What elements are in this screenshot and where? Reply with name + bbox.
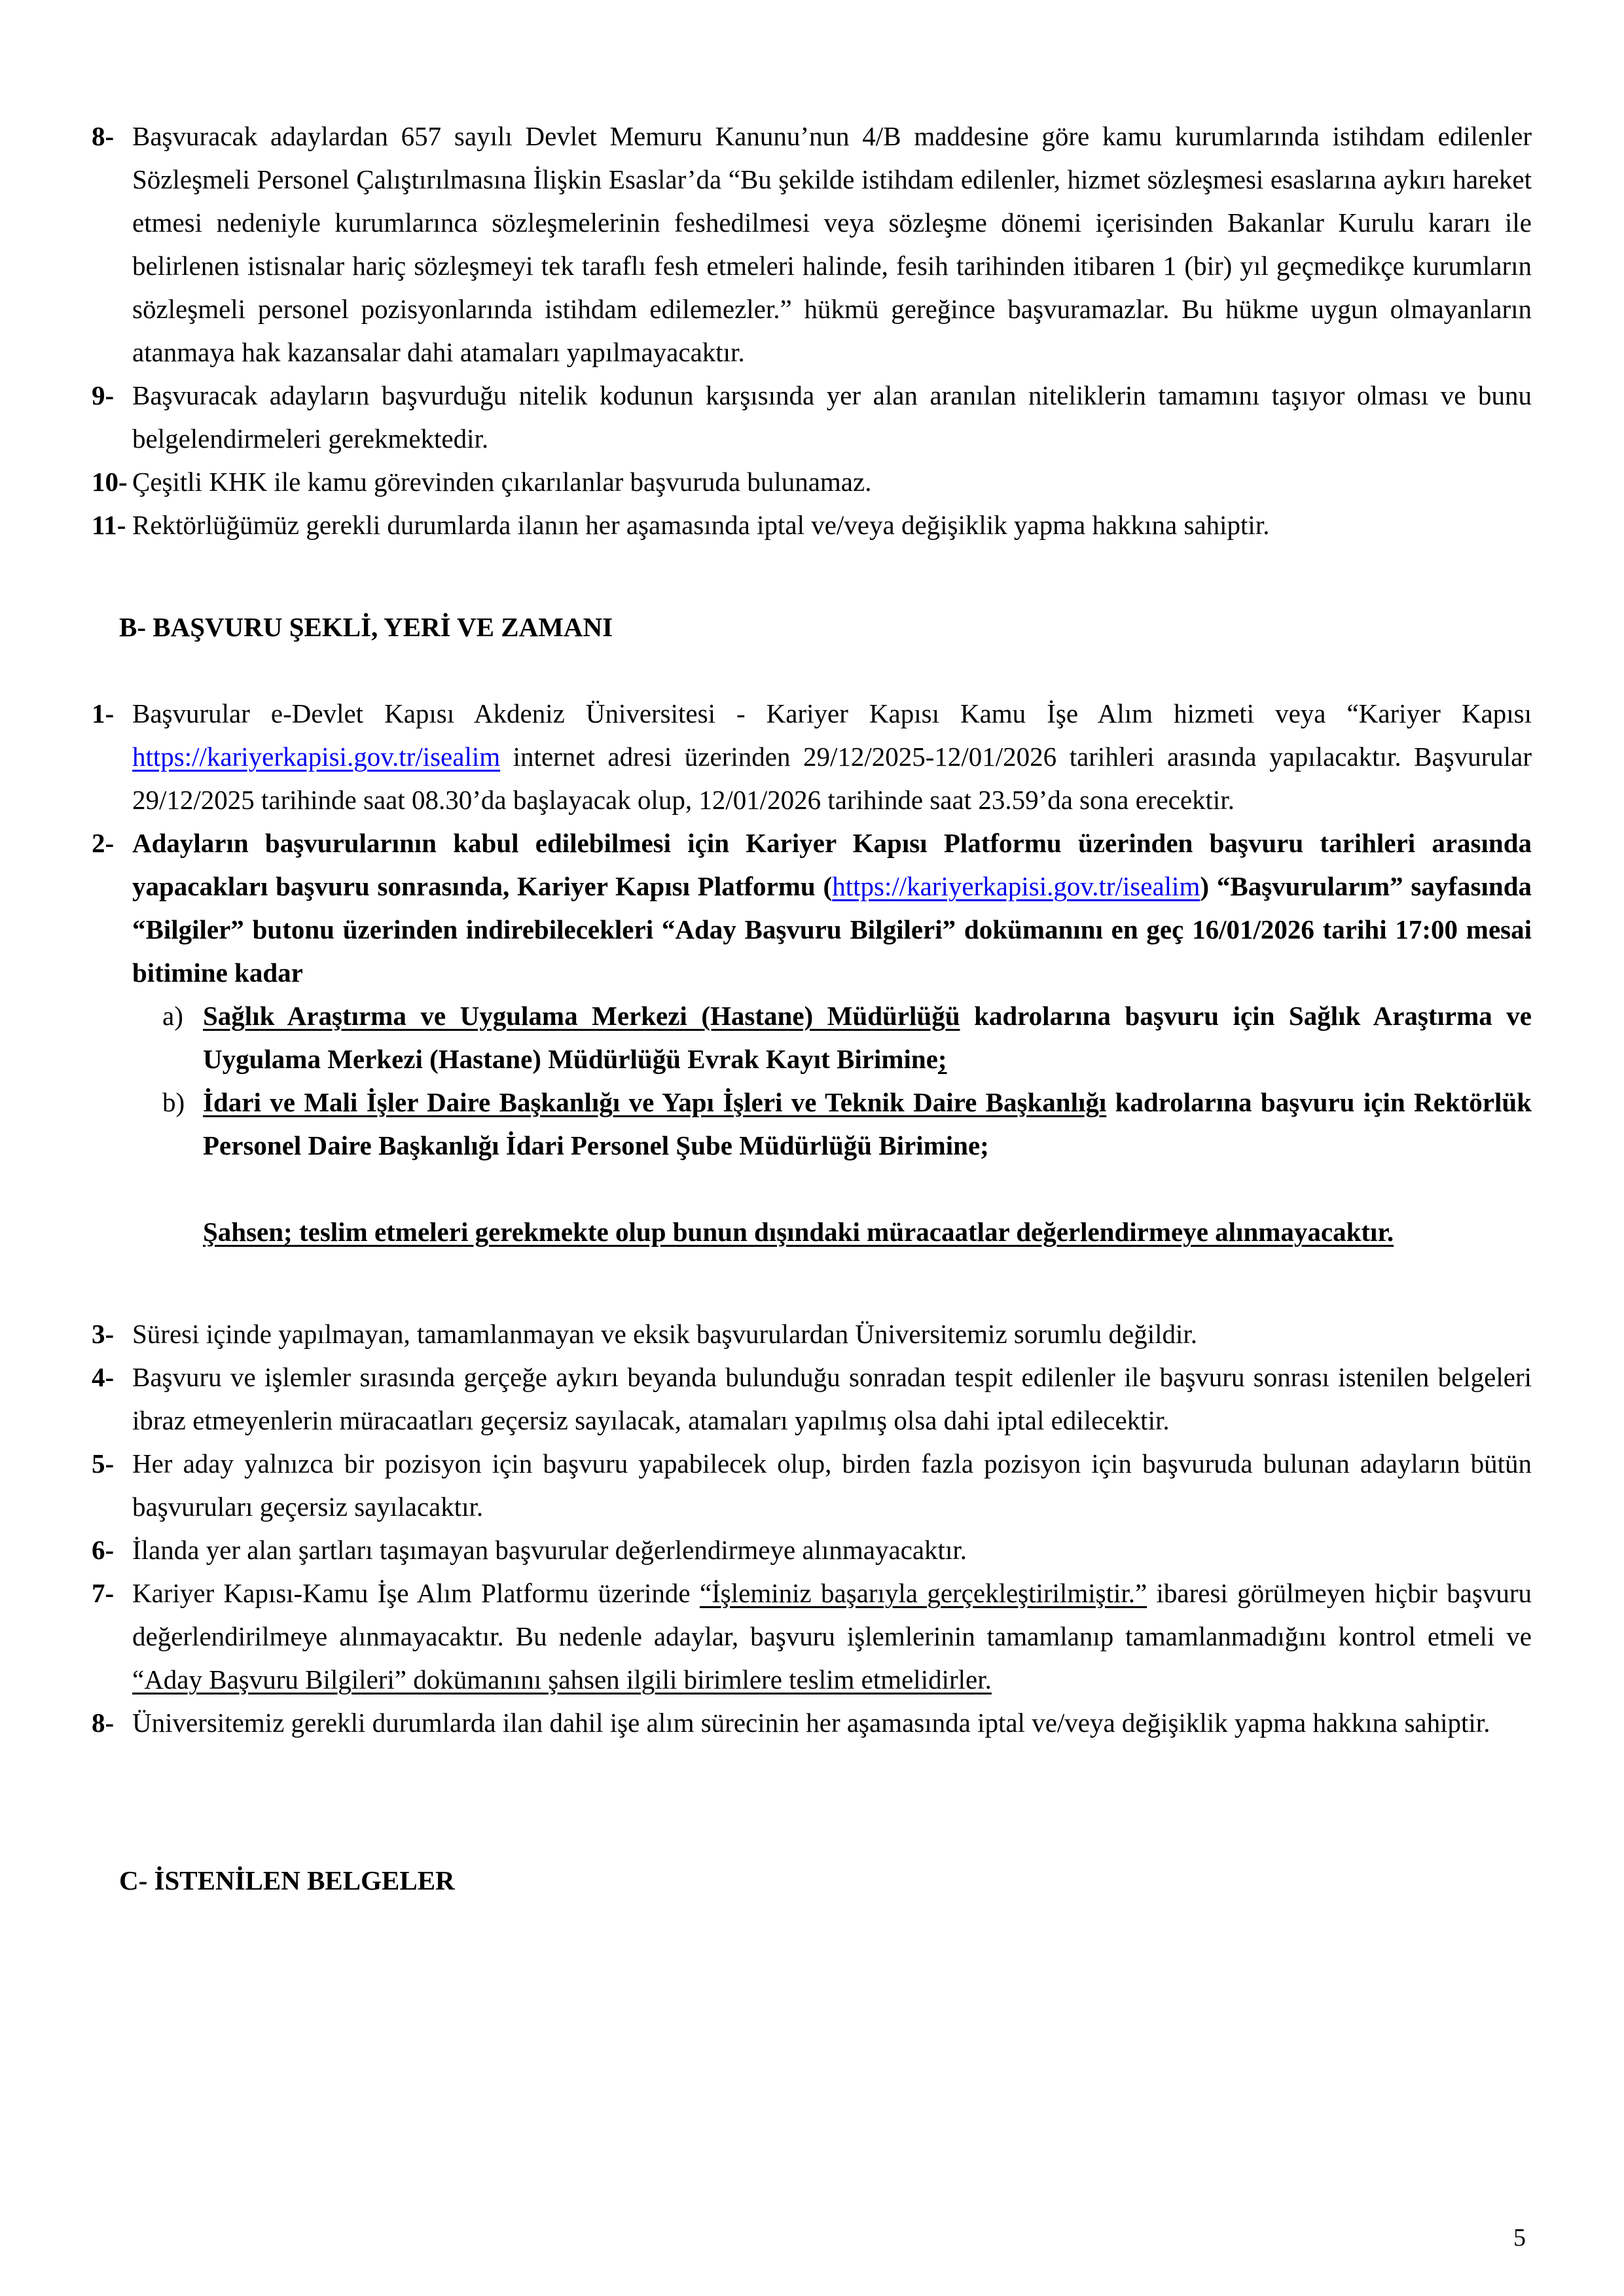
list-marker: 5- — [92, 1448, 115, 1479]
list-item — [92, 1355, 1532, 1442]
list-item — [162, 994, 1532, 1081]
list-item — [92, 1571, 1532, 1701]
spacer — [92, 1744, 1532, 1859]
page-content — [92, 115, 1532, 1902]
list-continued-items — [92, 115, 1532, 547]
list-item — [92, 374, 1532, 460]
section-heading-b: B- BAŞVURU ŞEKLİ, YERİ VE ZAMANI — [119, 612, 613, 642]
item7-part1: Kariyer Kapısı-Kamu İşe Alım Platformu üzerinde — [132, 1578, 700, 1608]
list-marker: 3- — [92, 1319, 115, 1349]
item7-part2: ibaresi görülmeyen hiçbir başvuru değerlendirilmeye alınmayacaktır. Bu nedenle adaylar, başvuru işlemlerinin tamamlanıp tamamlanmadığını kontrol etmeli ve — [132, 1578, 1532, 1651]
list-marker: 11- — [92, 510, 126, 540]
list-marker: 6- — [92, 1535, 115, 1565]
list-item — [162, 1081, 1532, 1167]
list-item-text: Başvuracak adayların başvurduğu nitelik kodunun karşısında yer alan aranılan niteliklerin tamamını taşıyor olması ve bunu belgelendirmeleri gerekmektedir. — [132, 380, 1532, 454]
list-item-text — [132, 821, 1532, 994]
sub-item-b-underlined: İdari ve Mali İşler Daire Başkanlığı ve Yapı İşleri ve Teknik Daire Başkanlığı — [203, 1087, 1107, 1117]
page-number: 5 — [1513, 2224, 1526, 2251]
list-item-text: Başvuracak adaylardan 657 sayılı Devlet Memuru Kanunu’nun 4/B maddesine göre kamu kurumlarında istihdam edilenler Sözleşmeli Personel Çalıştırılmasına İlişkin Esaslar’da “Bu şekilde istihdam edilenler, hizmet sözleşmesi esaslarına aykırı hareket etmesi nedeniyle kurumlarınca sözleşmelerinin feshedilmesi veya sözleşme dönemi içerisinden Bakanlar Kurulu kararı ile belirlenen istisnalar hariç sözleşmeyi tek taraflı fesh etmeleri halinde, fesih tarihinden itibaren 1 (bir) yıl geçmedikçe kurumların sözleşmeli personel pozisyonlarında istihdam edilemezler.” hükmü gereğince başvuramazlar. Bu hükme uygun olmayanların atanmaya hak kazansalar dahi atamaları yapılmayacaktır. — [132, 121, 1532, 367]
list-marker: 4- — [92, 1362, 115, 1392]
sub-item-a-text — [203, 994, 1532, 1081]
list-item-text: Üniversitemiz gerekli durumlarda ilan dahil işe alım sürecinin her aşamasında iptal ve/veya değişiklik yapma hakkına sahiptir. — [132, 1708, 1490, 1738]
sahsen-paragraph: Şahsen; teslim etmeleri gerekmekte olup bunun dışındaki müracaatlar değerlendirmeye alınmayacaktır. — [203, 1217, 1394, 1247]
list-marker: 2- — [92, 828, 115, 858]
list-item-text — [132, 692, 1532, 821]
sub-list-marker: a) — [162, 1001, 183, 1031]
list-item — [92, 503, 1532, 547]
list-item — [92, 115, 1532, 374]
list-item-text: Rektörlüğümüz gerekli durumlarda ilanın her aşamasında iptal ve/veya değişiklik yapma hakkına sahiptir. — [132, 510, 1270, 540]
item7-quote-underlined: “İşleminiz başarıyla gerçekleştirilmiştir.” — [699, 1578, 1147, 1608]
sub-item-a-rest: kadrolarına başvuru için Sağlık Araştırma ve Uygulama Merkezi (Hastane) Müdürlüğü Evrak Kayıt Birimine — [203, 1001, 1532, 1074]
kariyer-kapisi-link[interactable]: https://kariyerkapisi.gov.tr/isealim — [132, 742, 501, 772]
list-item — [92, 821, 1532, 994]
list-item-text — [132, 1571, 1532, 1701]
spacer — [92, 649, 1532, 692]
list-marker: 7- — [92, 1578, 115, 1608]
list-item — [92, 1312, 1532, 1355]
list-item — [92, 1701, 1532, 1744]
item2-text-before-link: Adayların başvurularının kabul edilebilmesi için Kariyer Kapısı Platformu üzerinden başvuru tarihleri arasında yapacakları başvuru sonrasında, Kariyer Kapısı Platformu ( — [132, 828, 1532, 901]
item1-text-after-link: internet adresi üzerinden 29/12/2025-12/01/2026 tarihleri arasında yapılacaktır. Başvurular 29/12/2025 tarihinde saat 08.30’da başlayacak olup, 12/01/2026 tarihinde saat 23.59’da sona erecektir. — [132, 742, 1532, 815]
spacer — [162, 1167, 1532, 1210]
sub-item-b-text — [203, 1081, 1532, 1167]
spacer — [92, 547, 1532, 605]
kariyer-kapisi-link[interactable]: https://kariyerkapisi.gov.tr/isealim — [832, 871, 1200, 901]
list-item — [92, 692, 1532, 821]
list-marker: 8- — [92, 1708, 115, 1738]
list-item — [92, 1442, 1532, 1528]
item7-tail-underlined: “Aday Başvuru Bilgileri” dokümanını şahsen ilgili birimlere teslim etmelidirler. — [132, 1664, 992, 1695]
item2-text-after-link: ) “Başvurularım” sayfasında “Bilgiler” butonu üzerinden indirebilecekleri “Aday Başvuru Bilgileri” dokümanını en geç 16/01/2026 tarihi 17:00 mesai bitimine kadar — [132, 871, 1532, 988]
list-item-text: Başvuru ve işlemler sırasında gerçeğe aykırı beyanda bulunduğu sonradan tespit edilenler ile başvuru sonrası istenilen belgeleri ibraz etmeyenlerin müracaatları geçersiz sayılacak, atamaları yapılmış olsa dahi iptal edilecektir. — [132, 1362, 1532, 1435]
list-marker: 8- — [92, 121, 115, 151]
list-item-text: İlanda yer alan şartları taşımayan başvurular değerlendirmeye alınmayacaktır. — [132, 1535, 967, 1565]
list-item — [92, 460, 1532, 503]
list-marker: 9- — [92, 380, 115, 410]
sub-item-a-underlined: Sağlık Araştırma ve Uygulama Merkezi (Hastane) Müdürlüğü — [203, 1001, 960, 1031]
sub-item-b-rest: kadrolarına başvuru için Rektörlük Personel Daire Başkanlığı İdari Personel Şube Müdürlüğü Birimine; — [203, 1087, 1532, 1160]
list-item-text: Her aday yalnızca bir pozisyon için başvuru yapabilecek olup, birden fazla pozisyon için başvuruda bulunan adayların bütün başvuruları geçersiz sayılacaktır. — [132, 1448, 1532, 1522]
sub-list-marker: b) — [162, 1087, 185, 1117]
sub-list — [162, 994, 1532, 1253]
application-method-list — [92, 692, 1532, 1744]
list-item-text: Çeşitli KHK ile kamu görevinden çıkarılanlar başvuruda bulunamaz. — [132, 467, 872, 497]
list-marker: 1- — [92, 698, 115, 728]
section-heading-c: C- İSTENİLEN BELGELER — [119, 1865, 455, 1895]
item1-text-before-link: Başvurular e-Devlet Kapısı Akdeniz Üniversitesi - Kariyer Kapısı Kamu İşe Alım hizmeti veya “Kariyer Kapısı — [132, 698, 1532, 728]
list-item-text: Süresi içinde yapılmayan, tamamlanmayan ve eksik başvurulardan Üniversitemiz sorumlu değildir. — [132, 1319, 1198, 1349]
spacer — [92, 1253, 1532, 1312]
sub-item-a-tail: ; — [937, 1044, 947, 1074]
list-item — [92, 1528, 1532, 1571]
list-marker: 10- — [92, 467, 128, 497]
